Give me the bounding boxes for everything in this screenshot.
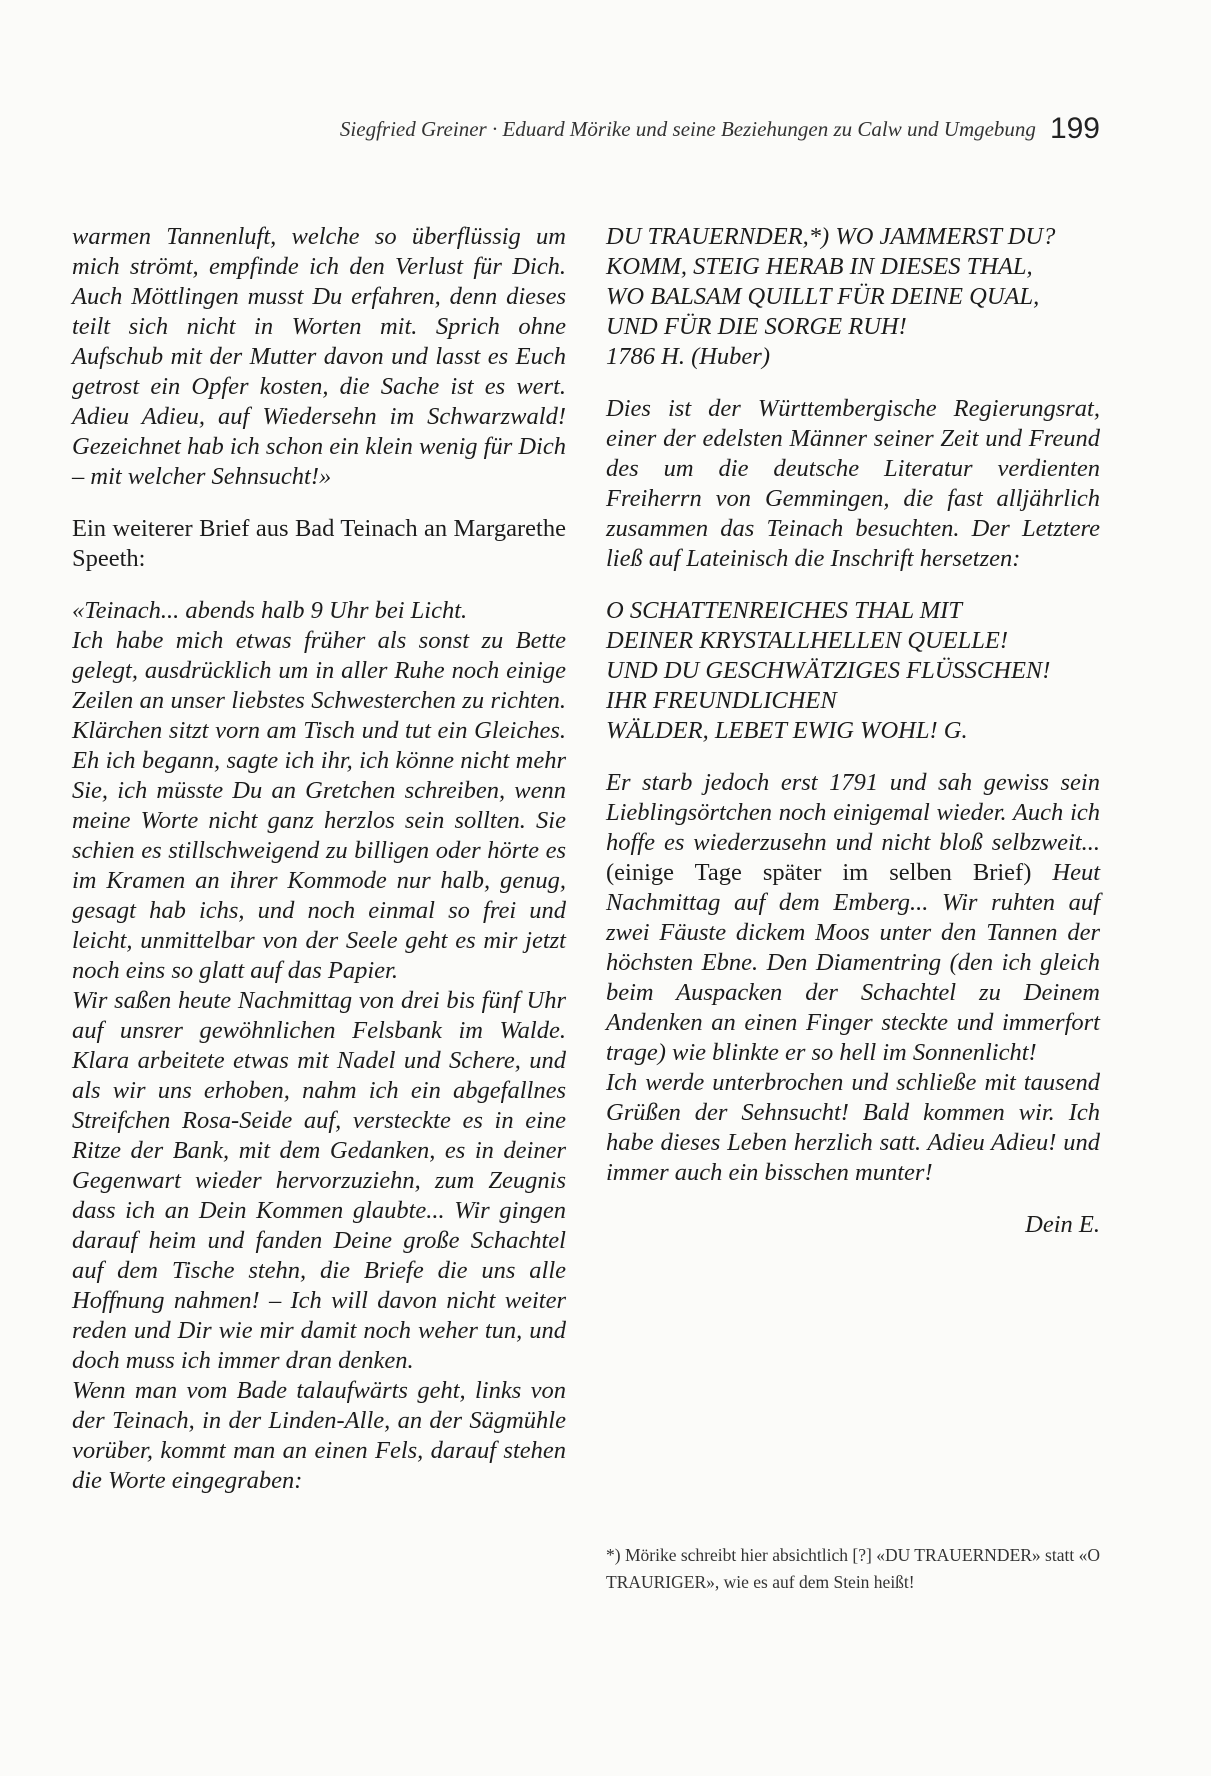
inscription-line: 1786 H. (Huber) (606, 343, 770, 370)
running-header (0, 112, 1100, 146)
letter-text: Heut Nachmittag auf dem Emberg... Wir ruhten auf zwei Fäuste dickem Moos unter den Tannen der höchsten Ebne. Den Diamentring (den ich gleich beim Auspacken der Schachtel zu Deinem Andenken an einen Finger steckte und immerfort trage) wie blinkte er so hell im Sonnenlicht! (606, 859, 1100, 1066)
intro-paragraph: Ein weiterer Brief aus Bad Teinach an Margarethe Speeth: (72, 515, 566, 572)
running-title: Siegfried Greiner · Eduard Mörike und seine Beziehungen zu Calw und Umgebung (339, 117, 1036, 141)
latin-inscription-line: WÄLDER, LEBET EWIG WOHL! G. (606, 717, 968, 744)
inscription-line: WO BALSAM QUILLT FÜR DEINE QUAL, (606, 283, 1040, 310)
signature: Dein E. (1025, 1211, 1100, 1238)
inscription-line: UND FÜR DIE SORGE RUH! (606, 313, 907, 340)
letter-paragraph-1: Ich habe mich etwas früher als sonst zu Bette gelegt, ausdrücklich um in aller Ruhe noch einige Zeilen an unser liebstes Schwesterchen zu richten. Klärchen sitzt vorn am Tisch und tut ein Gleiches. Eh ich begann, sagte ich ihr, ich könne nicht mehr Sie, ich müsste Du an Gretchen schreiben, wenn meine Worte nicht ganz herzlos sein sollten. Sie schien es stillschweigend zu billigen oder hörte es im Kramen an ihrer Kommode nur halb, genug, gesagt hab ichs, und noch einmal so frei und leicht, unmittelbar von der Seele geht es mir jetzt noch eins so glatt auf das Papier. (72, 627, 566, 984)
letter-continuation: warmen Tannenluft, welche so überflüssig um mich strömt, empfinde ich den Verlust für Dich. Auch Möttlingen musst Du erfahren, denn dieses teilt sich nicht in Worten mit. Sprich ohne Aufschub mit der Mutter davon und lasst es Euch getrost ein Opfer kosten, die Sache ist es wert. Adieu Adieu, auf Wiedersehn im Schwarzwald! Gezeichnet hab ich schon ein klein wenig für Dich – mit welcher Sehnsucht!» (72, 223, 566, 490)
inscription-line: KOMM, STEIG HERAB IN DIESES THAL, (606, 253, 1033, 280)
right-column (606, 222, 1100, 1240)
inscription-line: DU TRAUERNDER,*) WO JAMMERST DU? (606, 223, 1056, 250)
latin-inscription-line: UND DU GESCHWÄTZIGES FLÜSSCHEN! (606, 657, 1051, 684)
latin-inscription-line: O SCHATTENREICHES THAL MIT (606, 597, 962, 624)
latin-inscription-line: IHR FREUNDLICHEN (606, 687, 837, 714)
page-number: 199 (1049, 112, 1100, 145)
footnote: *) Mörike schreibt hier absichtlich [?] «DU TRAUERNDER» statt «O TRAURIGER», wie es auf dem Stein heißt! (606, 1545, 1100, 1592)
letter-paragraph-3: Wenn man vom Bade talaufwärts geht, links von der Teinach, in der Linden-Alle, an der Sägmühle vorüber, kommt man an einen Fels, darauf stehen die Worte eingegraben: (72, 1377, 566, 1494)
letter-paragraph-5: Ich werde unterbrochen und schließe mit tausend Grüßen der Sehnsucht! Bald kommen wir. Ich habe dieses Leben herzlich satt. Adieu Adieu! und immer auch ein bisschen munter! (606, 1069, 1100, 1186)
editorial-note: (einige Tage später im selben Brief) (606, 859, 1053, 886)
letter-paragraph-4 (606, 768, 1100, 1068)
letter-text: Er starb jedoch erst 1791 und sah gewiss sein Lieblingsörtchen noch einigemal wieder. Auch ich hoffe es wiederzusehn und nicht bloß selbzweit... (606, 769, 1100, 856)
letter-paragraph-2: Wir saßen heute Nachmittag von drei bis fünf Uhr auf unsrer gewöhnlichen Felsbank im Walde. Klara arbeitete etwas mit Nadel und Schere, und als wir uns erhoben, nahm ich ein abgefallnes Streifchen Rosa-Seide auf, versteckte es in eine Ritze der Bank, mit dem Gedanken, es in deiner Gegenwart wieder hervorzuziehn, zum Zeugnis dass ich an Dein Kommen glaubte... Wir gingen darauf heim und fanden Deine große Schachtel auf dem Tische stehn, die Briefe die uns alle Hoffnung nahmen! – Ich will davon nicht weiter reden und Dir wie mir damit noch weher tun, und doch muss ich immer dran denken. (72, 987, 566, 1374)
left-column (72, 222, 566, 1496)
letter-dateline: «Teinach... abends halb 9 Uhr bei Licht. (72, 597, 468, 624)
latin-inscription-line: DEINER KRYSTALLHELLEN QUELLE! (606, 627, 1009, 654)
commentary-paragraph: Dies ist der Württembergische Regierungsrat, einer der edelsten Männer seiner Zeit und Freund des um die deutsche Literatur verdienten Freiherrn von Gemmingen, die fast alljährlich zusammen das Teinach besuchten. Der Letztere ließ auf Lateinisch die Inschrift hersetzen: (606, 395, 1100, 572)
